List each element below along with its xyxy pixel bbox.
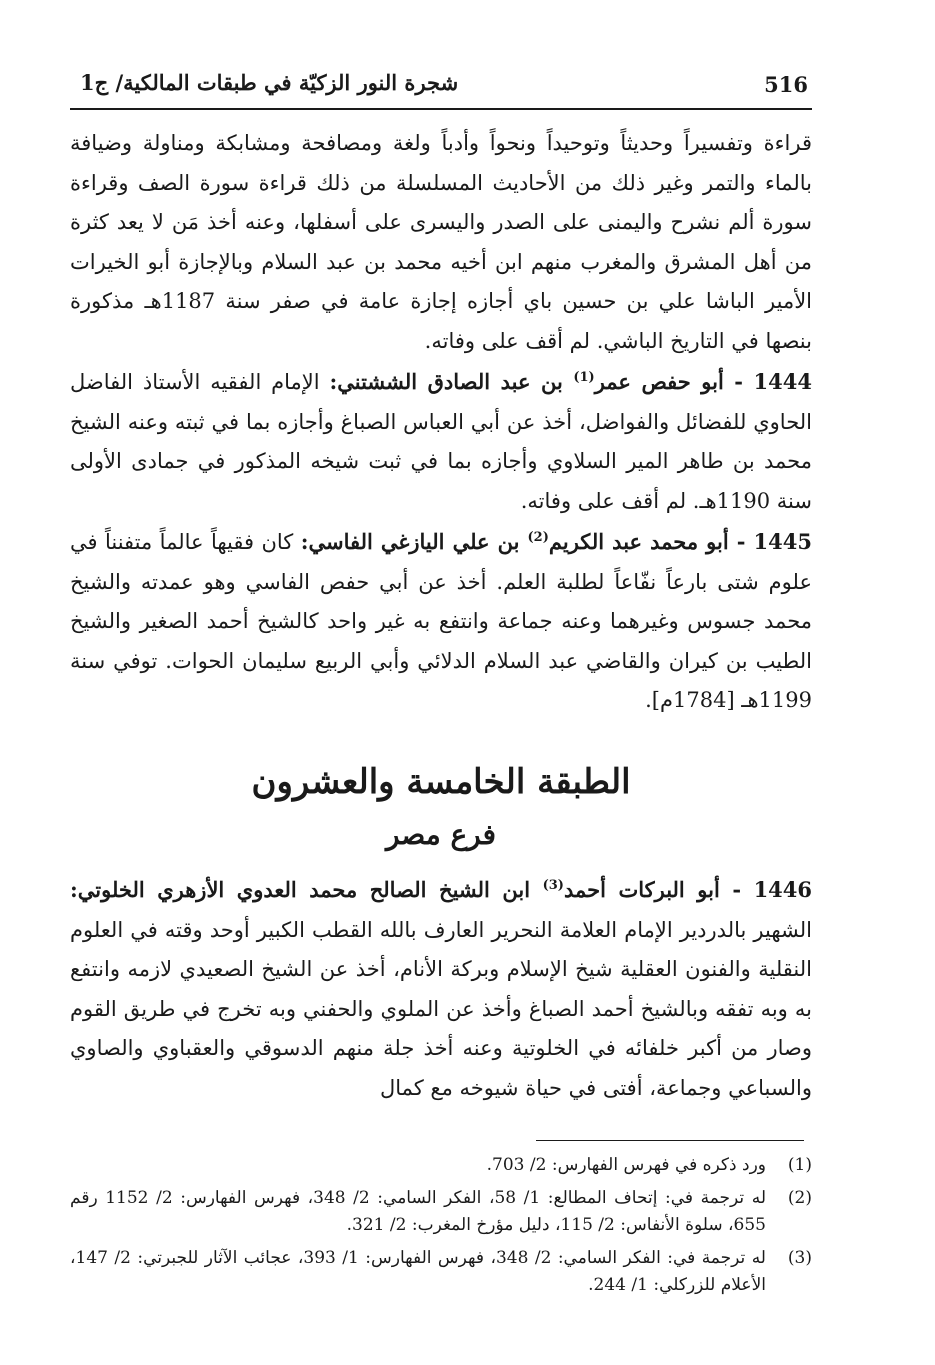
entry-heading-name: 1444 - أبو حفص عمر (594, 369, 812, 394)
entry-1446 (70, 870, 812, 1109)
footnote (70, 1185, 812, 1239)
continuation-text: قراءة وتفسيراً وحديثاً وتوحيداً ونحواً وأدباً ولغة ومصافحة ومشابكة ومناولة وضيافة بالماء والتمر وغير ذلك من الأحاديث المسلسلة من ذلك قراءة سورة الصف وقراءة سورة ألم نشرح واليمنى على الصدر واليسرى على أسفلها، وعنه أخذ مَن لا يعد كثرة من أهل المشرق والمغرب منهم ابن أخيه محمد بن عبد السلام وبالإجازة أبو الخيرات الأمير الباشا علي بن حسين باي أجازه إجازة عامة في صفر سنة 1187هـ مذكورة بنصها في التاريخ الباشي. لم أقف على وفاته. (70, 131, 812, 353)
entry-heading (70, 877, 812, 902)
footnote-reference: (3) (542, 878, 564, 893)
footnote-reference: (2) (527, 530, 549, 545)
footnote (70, 1245, 812, 1299)
footnote-text: ورد ذكره في فهرس الفهارس: 2/ 703. (486, 1155, 766, 1175)
entry-1445 (70, 522, 812, 721)
section-title: الطبقة الخامسة والعشرون (251, 762, 631, 802)
footnote-text: له ترجمة في: الفكر السامي: 2/ 348، فهرس الفهارس: 1/ 393، عجائب الآثار للجبرتي: 2/ 147، الأعلام للزركلي: 1/ 244. (70, 1248, 766, 1295)
footnote-number: (1) (787, 1155, 812, 1175)
footnote-separator (536, 1140, 804, 1141)
page-header (70, 68, 812, 110)
footnotes (70, 1152, 812, 1305)
section-subtitle: فرع مصر (385, 818, 497, 851)
footnote-reference: (1) (573, 370, 595, 385)
continuation-paragraph (70, 124, 812, 362)
footnote-number: (3) (787, 1248, 812, 1268)
entry-text: كان فقيهاً عالماً متفنناً في علوم شتى بارعاً نفّاعاً لطلبة العلم. أخذ عن أبي حفص الفاسي وهو عمدته والشيخ محمد جسوس وغيرهما وعنه جماعة وانتفع به غير واحد كالشيخ أحمد الصغير والشيخ الطيب بن كيران والقاضي عبد السلام الدلائي وأبي الربيع سليمان الحوات. توفي سنة 1199هـ [1784م]. (70, 530, 812, 713)
entry-heading-rest: بن علي اليازغي الفاسي: (300, 529, 528, 554)
entry-text: الإمام الفقيه الأستاذ الفاضل الحاوي للفضائل والفواضل، أخذ عن أبي العباس الصباغ وأجازه بما في ثبته وعنه الشيخ محمد بن طاهر المير السلاوي وأجازه بما في ثبت شيخه المذكور في جمادى الأولى سنة 1190هـ. لم أقف على وفاته. (70, 370, 812, 513)
entry-heading-name: 1446 - أبو البركات أحمد (563, 877, 813, 902)
entry-1444 (70, 362, 812, 521)
running-title: شجرة النور الزكيّة في طبقات المالكية/ ج1 (80, 70, 459, 95)
entry-heading-name: 1445 - أبو محمد عبد الكريم (548, 529, 812, 554)
footnote-text: له ترجمة في: إتحاف المطالع: 1/ 58، الفكر السامي: 2/ 348، فهرس الفهارس: 2/ 1152 رقم 655، سلوة الأنفاس: 2/ 115، دليل مؤرخ المغرب: 2/ 321. (70, 1188, 767, 1235)
entry-heading-rest: بن عبد الصادق الششتني: (329, 369, 574, 394)
footnote-number: (2) (787, 1188, 812, 1208)
entry-heading (329, 369, 812, 394)
page-number: 516 (764, 72, 808, 97)
entry-text: الشهير بالدردير الإمام العلامة النحرير العارف بالله القطب الكبير أوحد وقته في العلوم النقلية والفنون العقلية شيخ الإسلام وبركة الأنام، أخذ عن الشيخ الصعيدي لازمه وانتفع به وبه تفقه وبالشيخ أحمد الصباغ وأخذ عن الملوي والحفني وبه تخرج في طريق القوم وصار من أكبر خلفائه في الخلوتية وعنه أخذ جلة منهم الدسوقي والعقباوي والصاوي والسباعي وجماعة، أفتى في حياة شيوخه مع كمال (70, 917, 812, 1100)
entry-heading-rest: ابن الشيخ الصالح محمد العدوي الأزهري الخلوتي: (70, 877, 543, 902)
entry-heading (301, 529, 812, 554)
footnote (70, 1152, 812, 1179)
